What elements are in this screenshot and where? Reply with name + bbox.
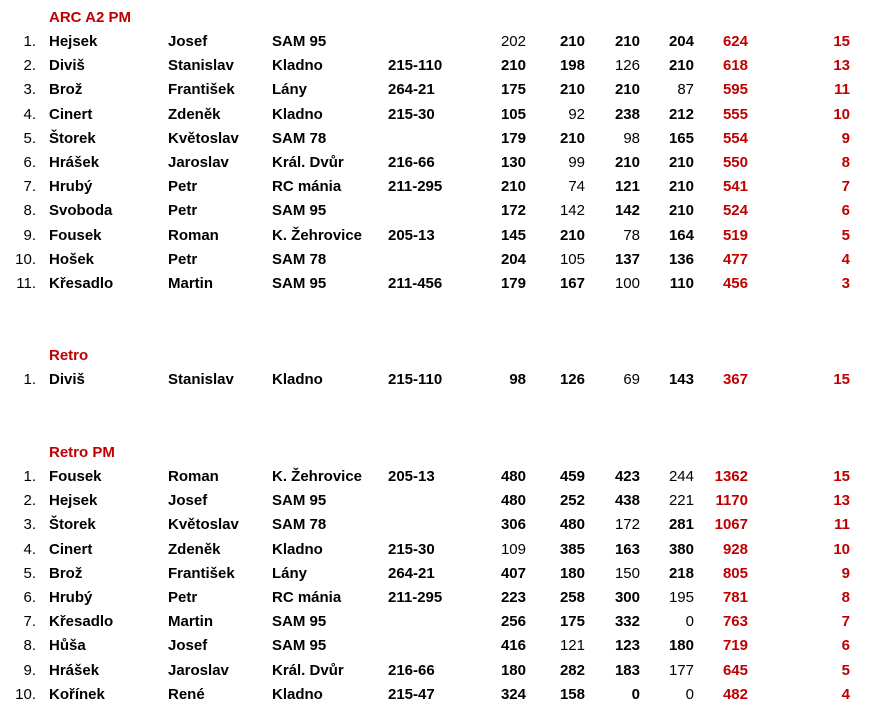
club: SAM 95: [272, 275, 327, 292]
points: 9: [841, 130, 850, 147]
round-2-score: 258: [559, 589, 585, 606]
round-3-score: 137: [614, 251, 640, 268]
round-3-score: 98: [623, 130, 640, 147]
round-1-score: 175: [500, 81, 526, 98]
round-2-score: 158: [559, 686, 585, 703]
round-1-score: 145: [500, 227, 526, 244]
surname: Brož: [49, 81, 83, 98]
result-row: [0, 56, 878, 80]
points: 11: [834, 516, 850, 533]
club: K. Žehrovice: [272, 227, 363, 244]
round-3-score: 78: [623, 227, 640, 244]
total-score: 541: [722, 178, 748, 195]
points: 6: [841, 637, 850, 654]
club: SAM 95: [272, 637, 327, 654]
first-name: Stanislav: [168, 57, 234, 74]
license: 264-21: [388, 565, 435, 582]
license: 215-110: [388, 371, 443, 388]
points: 5: [841, 662, 850, 679]
result-row: [0, 467, 878, 491]
round-2-score: 126: [559, 371, 585, 388]
first-name: Zdeněk: [168, 541, 221, 558]
result-row: [0, 201, 878, 225]
rank: 7.: [23, 613, 36, 630]
round-2-score: 74: [568, 178, 585, 195]
round-4-score: 210: [668, 202, 694, 219]
section-title: Retro: [49, 347, 89, 364]
surname: Hejsek: [49, 33, 98, 50]
total-score: 595: [722, 81, 748, 98]
result-row: [0, 129, 878, 153]
club: SAM 78: [272, 251, 327, 268]
club: SAM 95: [272, 613, 327, 630]
first-name: Petr: [168, 178, 198, 195]
points: 8: [841, 589, 850, 606]
round-4-score: 244: [668, 468, 694, 485]
surname: Hrášek: [49, 154, 100, 171]
surname: Svoboda: [49, 202, 113, 219]
round-2-score: 210: [559, 130, 585, 147]
license: 215-30: [388, 106, 435, 123]
club: Král. Dvůr: [272, 154, 344, 171]
points: 7: [841, 178, 850, 195]
surname: Diviš: [49, 57, 85, 74]
round-3-score: 126: [614, 57, 640, 74]
points: 6: [841, 202, 850, 219]
total-score: 519: [722, 227, 748, 244]
round-4-score: 136: [668, 251, 694, 268]
round-1-score: 204: [500, 251, 526, 268]
round-1-score: 109: [500, 541, 526, 558]
total-score: 624: [722, 33, 748, 50]
surname: Brož: [49, 565, 83, 582]
round-4-score: 195: [668, 589, 694, 606]
round-4-score: 210: [668, 154, 694, 171]
total-score: 550: [722, 154, 748, 171]
round-3-score: 238: [614, 106, 640, 123]
first-name: Jaroslav: [168, 662, 229, 679]
round-3-score: 142: [614, 202, 640, 219]
round-1-score: 480: [500, 492, 526, 509]
result-row: [0, 274, 878, 298]
round-3-score: 332: [614, 613, 640, 630]
round-4-score: 204: [668, 33, 694, 50]
result-row: [0, 636, 878, 660]
total-score: 781: [722, 589, 748, 606]
club: Kladno: [272, 686, 323, 703]
points: 15: [833, 33, 850, 50]
result-row: [0, 153, 878, 177]
license: 215-30: [388, 541, 435, 558]
round-3-score: 69: [623, 371, 640, 388]
round-3-score: 100: [614, 275, 640, 292]
rank: 8.: [23, 637, 36, 654]
first-name: Petr: [168, 202, 198, 219]
round-2-score: 210: [559, 81, 585, 98]
round-2-score: 210: [559, 227, 585, 244]
points: 9: [841, 565, 850, 582]
round-2-score: 480: [559, 516, 585, 533]
rank: 3.: [23, 81, 36, 98]
total-score: 477: [722, 251, 748, 268]
round-4-score: 380: [668, 541, 694, 558]
round-3-score: 210: [614, 33, 640, 50]
surname: Štorek: [49, 130, 96, 147]
club: RC mánia: [272, 178, 342, 195]
total-score: 645: [722, 662, 748, 679]
club: Kladno: [272, 106, 323, 123]
round-1-score: 306: [500, 516, 526, 533]
round-4-score: 212: [668, 106, 694, 123]
result-row: [0, 564, 878, 588]
surname: Hrášek: [49, 662, 100, 679]
club: SAM 95: [272, 202, 327, 219]
points: 13: [833, 57, 850, 74]
points: 3: [841, 275, 850, 292]
round-4-score: 0: [685, 613, 694, 630]
rank: 7.: [23, 178, 36, 195]
round-1-score: 416: [500, 637, 526, 654]
result-row: [0, 515, 878, 539]
club: Král. Dvůr: [272, 662, 344, 679]
club: Kladno: [272, 371, 323, 388]
club: SAM 78: [272, 130, 327, 147]
round-4-score: 164: [668, 227, 694, 244]
club: SAM 95: [272, 33, 327, 50]
surname: Fousek: [49, 227, 102, 244]
round-4-score: 177: [668, 662, 694, 679]
round-1-score: 172: [500, 202, 526, 219]
round-3-score: 172: [614, 516, 640, 533]
result-row: [0, 540, 878, 564]
total-score: 805: [722, 565, 748, 582]
round-4-score: 210: [668, 178, 694, 195]
license: 211-456: [388, 275, 443, 292]
total-score: 1170: [715, 492, 748, 509]
club: Lány: [272, 565, 308, 582]
result-row: [0, 226, 878, 250]
total-score: 555: [722, 106, 748, 123]
first-name: René: [168, 686, 205, 703]
round-2-score: 198: [559, 57, 585, 74]
section-title: ARC A2 PM: [49, 9, 131, 26]
first-name: Roman: [168, 227, 219, 244]
license: 215-110: [388, 57, 443, 74]
round-1-score: 179: [500, 275, 526, 292]
round-3-score: 423: [614, 468, 640, 485]
surname: Diviš: [49, 371, 85, 388]
first-name: Martin: [168, 275, 213, 292]
round-4-score: 281: [668, 516, 694, 533]
round-3-score: 210: [614, 154, 640, 171]
total-score: 618: [722, 57, 748, 74]
points: 13: [833, 492, 850, 509]
rank: 11.: [16, 275, 36, 292]
total-score: 554: [722, 130, 748, 147]
surname: Cinert: [49, 541, 93, 558]
first-name: Martin: [168, 613, 213, 630]
total-score: 1067: [714, 516, 748, 533]
first-name: Květoslav: [168, 130, 239, 147]
round-3-score: 123: [614, 637, 640, 654]
result-row: [0, 588, 878, 612]
first-name: Květoslav: [168, 516, 239, 533]
round-4-score: 180: [668, 637, 694, 654]
license: 205-13: [388, 468, 435, 485]
round-2-score: 121: [559, 637, 585, 654]
surname: Hrubý: [49, 178, 93, 195]
total-score: 928: [722, 541, 748, 558]
license: 264-21: [388, 81, 435, 98]
round-1-score: 130: [500, 154, 526, 171]
round-3-score: 163: [614, 541, 640, 558]
result-row: [0, 612, 878, 636]
points: 4: [841, 686, 850, 703]
round-3-score: 150: [614, 565, 640, 582]
round-2-score: 252: [559, 492, 585, 509]
surname: Křesadlo: [49, 275, 114, 292]
total-score: 524: [722, 202, 748, 219]
round-1-score: 210: [500, 178, 526, 195]
round-3-score: 438: [614, 492, 640, 509]
points: 15: [833, 371, 850, 388]
rank: 10.: [15, 686, 36, 703]
surname: Hošek: [49, 251, 95, 268]
club: Lány: [272, 81, 308, 98]
club: Kladno: [272, 541, 323, 558]
first-name: Petr: [168, 589, 198, 606]
license: 215-47: [388, 686, 435, 703]
surname: Hejsek: [49, 492, 98, 509]
result-row: [0, 250, 878, 274]
round-4-score: 87: [677, 81, 694, 98]
rank: 4.: [23, 106, 36, 123]
points: 15: [833, 468, 850, 485]
round-1-score: 202: [500, 33, 526, 50]
round-3-score: 210: [614, 81, 640, 98]
round-4-score: 210: [668, 57, 694, 74]
round-4-score: 221: [668, 492, 694, 509]
round-1-score: 179: [500, 130, 526, 147]
license: 205-13: [388, 227, 435, 244]
first-name: Jaroslav: [168, 154, 229, 171]
round-2-score: 142: [559, 202, 585, 219]
surname: Štorek: [49, 516, 96, 533]
club: SAM 78: [272, 516, 327, 533]
total-score: 763: [722, 613, 748, 630]
round-2-score: 180: [559, 565, 585, 582]
result-row: [0, 491, 878, 515]
rank: 5.: [23, 130, 36, 147]
result-row: [0, 370, 878, 394]
club: Kladno: [272, 57, 323, 74]
rank: 8.: [23, 202, 36, 219]
rank: 3.: [23, 516, 36, 533]
round-1-score: 210: [500, 57, 526, 74]
round-3-score: 0: [631, 686, 640, 703]
round-3-score: 121: [614, 178, 640, 195]
round-4-score: 218: [668, 565, 694, 582]
result-row: [0, 685, 878, 709]
total-score: 367: [722, 371, 748, 388]
round-4-score: 110: [669, 275, 694, 292]
license: 211-295: [388, 589, 443, 606]
surname: Hůša: [49, 637, 86, 654]
round-1-score: 407: [500, 565, 526, 582]
total-score: 456: [722, 275, 748, 292]
round-2-score: 175: [559, 613, 585, 630]
first-name: Josef: [168, 33, 208, 50]
round-1-score: 256: [500, 613, 526, 630]
rank: 10.: [15, 251, 36, 268]
surname: Cinert: [49, 106, 93, 123]
rank: 1.: [23, 468, 36, 485]
round-1-score: 223: [500, 589, 526, 606]
round-2-score: 385: [559, 541, 585, 558]
rank: 4.: [23, 541, 36, 558]
rank: 9.: [23, 227, 36, 244]
license: 216-66: [388, 154, 435, 171]
result-row: [0, 177, 878, 201]
result-row: [0, 32, 878, 56]
surname: Hrubý: [49, 589, 93, 606]
points: 5: [841, 227, 850, 244]
round-2-score: 210: [559, 33, 585, 50]
points: 10: [833, 106, 850, 123]
round-1-score: 98: [509, 371, 526, 388]
round-4-score: 143: [668, 371, 694, 388]
license: 216-66: [388, 662, 435, 679]
points: 11: [834, 81, 850, 98]
round-2-score: 167: [559, 275, 585, 292]
total-score: 482: [722, 686, 748, 703]
rank: 5.: [23, 565, 36, 582]
section-title: Retro PM: [49, 444, 115, 461]
round-2-score: 99: [568, 154, 585, 171]
rank: 6.: [23, 589, 36, 606]
round-1-score: 480: [500, 468, 526, 485]
points: 4: [841, 251, 850, 268]
first-name: Josef: [168, 637, 208, 654]
round-1-score: 180: [500, 662, 526, 679]
surname: Kořínek: [49, 686, 105, 703]
round-1-score: 324: [500, 686, 526, 703]
rank: 9.: [23, 662, 36, 679]
club: SAM 95: [272, 492, 327, 509]
round-3-score: 183: [614, 662, 640, 679]
first-name: František: [168, 565, 235, 582]
result-row: [0, 661, 878, 685]
total-score: 719: [722, 637, 748, 654]
round-2-score: 105: [559, 251, 585, 268]
rank: 1.: [23, 33, 36, 50]
round-1-score: 105: [500, 106, 526, 123]
points: 10: [833, 541, 850, 558]
points: 7: [841, 613, 850, 630]
round-2-score: 92: [568, 106, 585, 123]
first-name: Petr: [168, 251, 198, 268]
points: 8: [841, 154, 850, 171]
result-row: [0, 105, 878, 129]
round-3-score: 300: [614, 589, 640, 606]
rank: 2.: [23, 57, 36, 74]
club: K. Žehrovice: [272, 468, 363, 485]
license: 211-295: [388, 178, 443, 195]
first-name: František: [168, 81, 235, 98]
first-name: Josef: [168, 492, 208, 509]
first-name: Roman: [168, 468, 219, 485]
total-score: 1362: [714, 468, 748, 485]
round-4-score: 0: [685, 686, 694, 703]
first-name: Zdeněk: [168, 106, 221, 123]
rank: 1.: [23, 371, 36, 388]
round-2-score: 459: [559, 468, 585, 485]
rank: 6.: [23, 154, 36, 171]
first-name: Stanislav: [168, 371, 234, 388]
surname: Křesadlo: [49, 613, 114, 630]
result-row: [0, 80, 878, 104]
rank: 2.: [23, 492, 36, 509]
surname: Fousek: [49, 468, 102, 485]
club: RC mánia: [272, 589, 342, 606]
round-4-score: 165: [668, 130, 694, 147]
round-2-score: 282: [559, 662, 585, 679]
